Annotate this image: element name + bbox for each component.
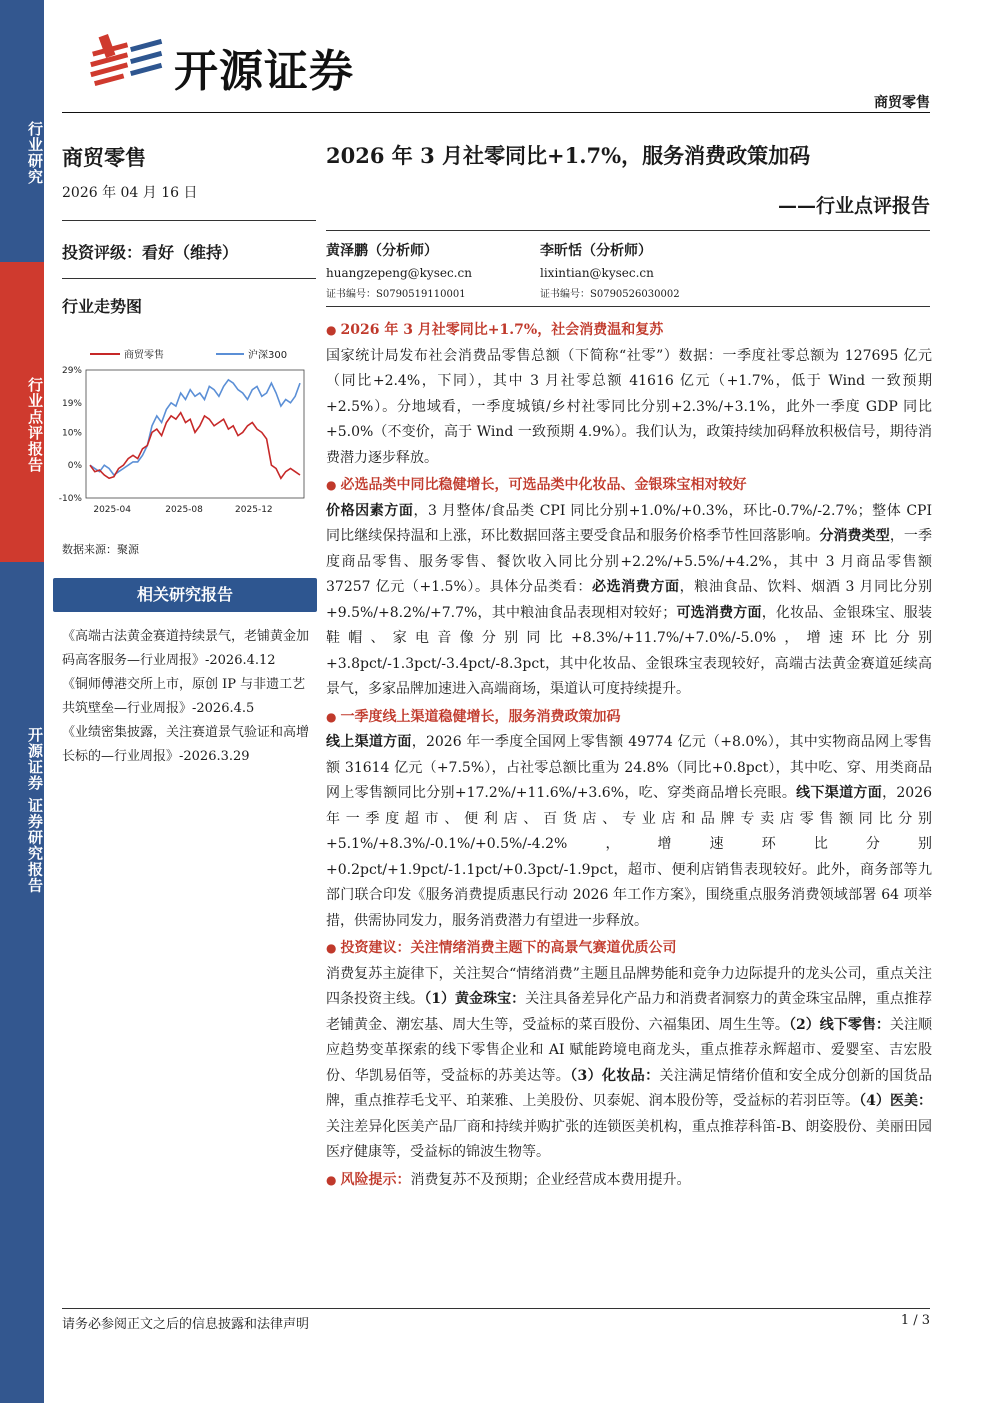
sidebar-label-bottom: 开源证券 证券研究报告: [26, 726, 44, 894]
chart-frame: [86, 370, 304, 498]
title-divider: [326, 230, 930, 231]
analyst-card: [326, 240, 472, 300]
chart-source: 数据来源：聚源: [62, 543, 139, 556]
y-tick-label: 29%: [61, 366, 82, 376]
footer-divider: [62, 1308, 930, 1309]
analyst-cert: 证书编号：S0790526030002: [540, 289, 680, 300]
sidebar-label-middle: 行业点评报告: [26, 377, 44, 473]
analyst-divider: [326, 306, 930, 307]
x-tick-label: 2025-08: [165, 505, 203, 515]
report-date: 2026 年 04 月 16 日: [62, 185, 198, 201]
header-divider: [62, 112, 930, 113]
brand-logo-icon: [88, 33, 168, 88]
section-heading: ● 2026 年 3 月社零同比+1.7%，社会消费温和复苏: [326, 322, 664, 338]
bullet-icon: ●: [326, 941, 337, 955]
related-report-link[interactable]: 《业绩密集披露，关注赛道景气验证和高增长标的—行业周报》-2026.3.29: [62, 725, 310, 764]
divider: [62, 220, 316, 221]
analyst-email[interactable]: lixintian@kysec.cn: [540, 266, 654, 280]
brand-logo: [88, 33, 378, 97]
related-reports-header: 相关研究报告: [53, 578, 317, 612]
series-line: [90, 380, 300, 475]
footer-disclaimer[interactable]: 请务必参阅正文之后的信息披露和法律声明: [62, 1317, 310, 1332]
x-tick-label: 2025-12: [235, 505, 273, 515]
paragraph: 线上渠道方面，2026 年一季度全国网上零售额 49774 亿元（+8.0%），其中实物商品网上零售额 31614 亿元（+7.5%），占社零总额比重为 24.8%（同比+0.8pct），其中吃、穿、用类商品网上零售额同比分别+17.2%/+11.6%/+3.6%，吃、穿类商品增长亮眼。线下渠道方面，2026 年一季度超市、便利店、百货店、专业店和品牌专卖店零售额同比分别+5.1%/+8.3%/-0.1%/+0.5%/-4.2%，增速环比分别+0.2pct/+1.9pct/-1.1pct/+0.3pct/-1.9pct，超市、便利店销售表现较好。此外，商务部等九部门联合印发《服务消费提质惠民行动 2026 年工作方案》，围绕重点服务消费领域部署 64 项举措，供需协同发力，服务消费潜力有望进一步释放。: [326, 734, 933, 929]
analyst-name: 李昕恬（分析师）: [540, 243, 652, 259]
bullet-icon: ●: [326, 709, 337, 724]
bullet-icon: ●: [326, 1172, 337, 1187]
left-sidebar-band: [0, 0, 44, 1403]
report-body: [326, 316, 932, 1193]
trend-chart-title: 行业走势图: [62, 297, 143, 316]
x-tick-label: 2025-04: [93, 505, 131, 515]
y-tick-label: -10%: [58, 494, 82, 504]
paragraph: 价格因素方面，3 月整体/食品类 CPI 同比分别+1.0%/+0.3%，环比-0.7%/-2.7%；整体 CPI 同比继续保持温和上涨，环比数据回落主要受食品和服务价格季节性回落影响。分消费类型，一季度商品零售、服务零售、餐饮收入同比分别+2.2%/+5.5%/+4.2%，其中 3 月商品零售额 37257 亿元（+1.5%）。具体分品类看：必选消费方面，粮油食品、饮料、烟酒 3 月同比分别+9.5%/+8.2%/+7.7%，其中粮油食品表现相对较好；可选消费方面，化妆品、金银珠宝、服装鞋帽、家电音像分别同比+8.3%/+11.7%/+7.0%/-5.0%，增速环比分别+3.8pct/-1.3pct/-3.4pct/-8.3pct，其中化妆品、金银珠宝表现较好，高端古法黄金赛道延续高景气，多家品牌加速进入高端商场，渠道认可度持续提升。: [326, 502, 933, 697]
series-line: [90, 413, 300, 479]
paragraph: 消费复苏主旋律下，关注契合“情绪消费”主题且品牌势能和竞争力边际提升的龙头公司，重点关注四条投资主线。（1）黄金珠宝：关注具备差异化产品力和消费者洞察力的黄金珠宝品牌，重点推荐老铺黄金、潮宏基、周大生等，受益标的菜百股份、六福集团、周生生等。（2）线下零售：关注顺应趋势变革探索的线下零售企业和 AI 赋能跨境电商龙头，重点推荐永辉超市、爱婴室、吉宏股份、华凯易佰等，受益标的苏美达等。（3）化妆品：关注满足情绪价值和安全成分创新的国货品牌，重点推荐毛戈平、珀莱雅、上美股份、贝泰妮、润本股份等，受益标的若羽臣等。（4）医美：关注差异化医美产品厂商和持续并购扩张的连锁医美机构，重点推荐科笛-B、朗姿股份、美丽田园医疗健康等，受益标的锦波生物等。: [326, 965, 933, 1160]
chart-legend: [90, 348, 287, 361]
related-report-link[interactable]: 《高端古法黄金赛道持续景气，老铺黄金加码高客服务—行业周报》-2026.4.12: [62, 629, 310, 668]
analyst-name: 黄泽鹏（分析师）: [326, 243, 438, 259]
legend-label-retail: 商贸零售: [124, 350, 164, 361]
section-heading: ● 一季度线上渠道稳健增长，服务消费政策加码: [326, 708, 621, 725]
y-tick-label: 0%: [67, 461, 82, 472]
y-tick-label: 19%: [61, 398, 82, 409]
sidebar-label-top: 行业研究: [26, 121, 44, 185]
header-category: 商贸零售: [874, 95, 930, 111]
related-report-link[interactable]: 《铜师傅港交所上市，原创 IP 与非遗工艺共筑壁垒—行业周报》-2026.4.5: [62, 677, 306, 716]
risk-warning: ● 风险提示：消费复苏不及预期；企业经营成本费用提升。: [326, 1171, 691, 1188]
paragraph: 国家统计局发布社会消费品零售总额（下简称“社零”）数据：一季度社零总额为 127695 亿元（同比+2.4%，下同），其中 3 月社零总额 41616 亿元（+1.7%，低于 Wind 一致预期+2.5%）。分地域看，一季度城镇/乡村社零同比分别+2.3%/+3.1%，此外一季度 GDP 同比+5.0%（不变价，高于 Wind 一致预期 4.9%）。我们认为，政策持续加码释放积极信号，期待消费潜力逐步释放。: [326, 347, 932, 466]
page-number: 1 / 3: [900, 1313, 930, 1328]
related-reports-list: [62, 625, 316, 769]
legend-label-hs300: 沪深300: [248, 350, 288, 361]
analyst-cert: 证书编号：S0790519110001: [326, 289, 466, 300]
bullet-icon: ●: [326, 323, 337, 337]
investment-rating: 投资评级：看好（维持）: [62, 243, 239, 262]
analyst-email[interactable]: huangzepeng@kysec.cn: [326, 266, 472, 280]
report-title: 2026 年 3 月社零同比+1.7%，服务消费政策加码: [326, 143, 811, 168]
bullet-icon: ●: [326, 478, 337, 492]
report-category: 商贸零售: [62, 145, 146, 170]
report-subtitle: ——行业点评报告: [777, 195, 930, 217]
section-heading: ● 投资建议：关注情绪消费主题下的高景气赛道优质公司: [326, 940, 677, 956]
industry-trend-chart: [58, 340, 314, 526]
section-heading: ● 必选品类中同比稳健增长，可选品类中化妆品、金银珠宝相对较好: [326, 477, 747, 493]
y-tick-label: 10%: [61, 428, 82, 439]
brand-name: 开源证券: [174, 46, 354, 97]
analyst-card: [540, 240, 680, 300]
divider: [62, 278, 316, 279]
